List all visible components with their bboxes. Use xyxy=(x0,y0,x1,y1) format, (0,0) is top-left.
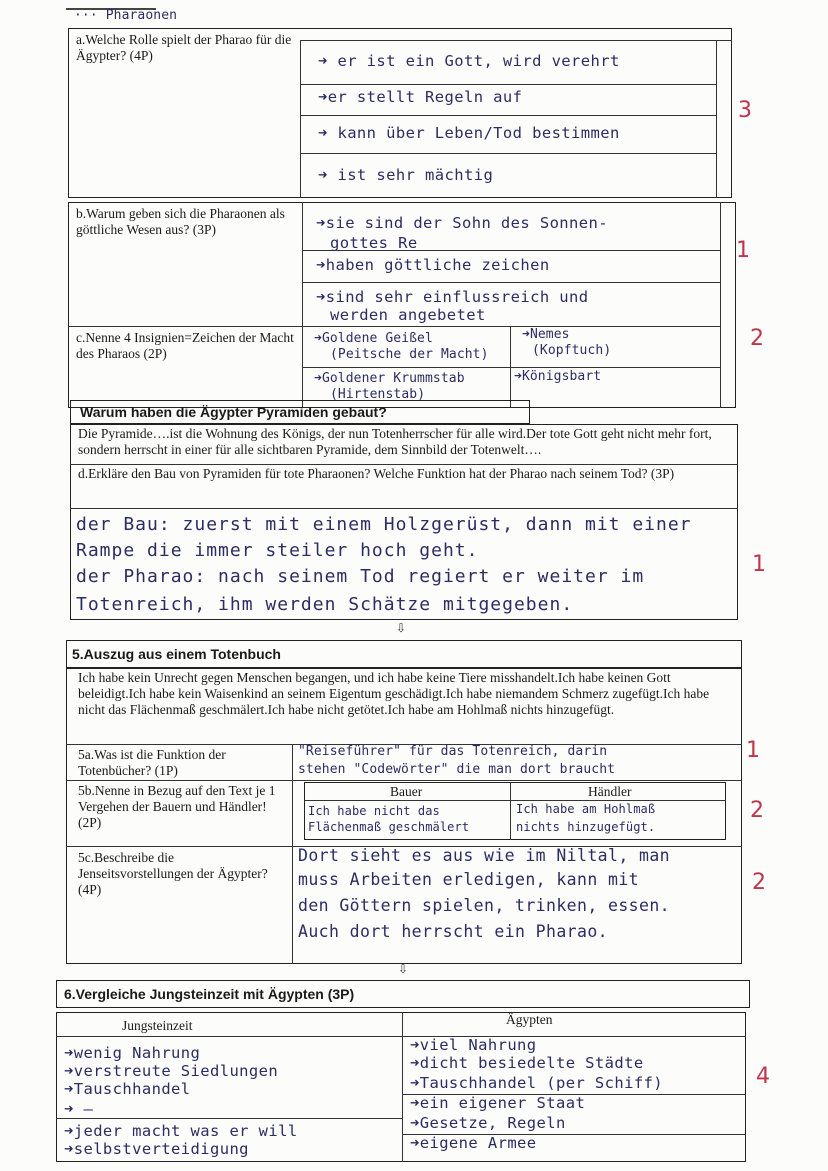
answer-b-5: werden angebetet xyxy=(330,306,486,324)
answer-bauer-2: Flächenmaß geschmälert xyxy=(308,820,470,834)
grade-6: 4 xyxy=(756,1064,770,1089)
answer-d-3: der Pharao: nach seinem Tod regiert er weiter im xyxy=(76,566,645,587)
answer-a-2: ➜er stellt Regeln auf xyxy=(318,88,523,106)
question-c: c.Nenne 4 Insignien=Zeichen der Macht des Pharaos (2P) xyxy=(76,330,294,361)
answer-5c-3: den Göttern spielen, trinken, essen. xyxy=(298,896,671,915)
question-5b: 5b.Nenne in Bezug auf den Text je 1 Vergehen der Bauern und Händler! (2P) xyxy=(78,783,276,830)
left-item-6: ➜selbstverteidigung xyxy=(64,1140,249,1158)
answer-haendler-1: Ich habe am Hohlmaß xyxy=(516,802,656,816)
vergleich-header: 6.Vergleiche Jungsteinzeit mit Ägypten (3P) xyxy=(64,986,355,1002)
insignie-2: ➜Nemes xyxy=(522,327,570,342)
page-title: ··· Pharaonen xyxy=(74,8,178,23)
left-item-1: ➜wenig Nahrung xyxy=(64,1044,201,1062)
insignie-4: ➜Königsbart xyxy=(514,369,602,384)
question-5c: 5c.Beschreibe die Jenseitsvorstellungen der Ägypter? (4P) xyxy=(78,850,268,897)
insignie-1: ➜Goldene Geißel xyxy=(314,331,433,346)
pyramiden-header: Warum haben die Ägypter Pyramiden gebaut? xyxy=(80,404,387,420)
answer-b-4: ➜sind sehr einflussreich und xyxy=(316,288,589,306)
right-item-3: ➜Tauschhandel (per Schiff) xyxy=(410,1074,664,1092)
totenbuch-header: 5.Auszug aus einem Totenbuch xyxy=(72,646,281,662)
answer-d-1: der Bau: zuerst mit einem Holzgerüst, dann mit einer xyxy=(76,514,692,535)
right-item-2: ➜dicht besiedelte Städte xyxy=(410,1054,644,1072)
pyramiden-text: Die Pyramide….ist die Wohnung des Königs, der nun Totenherrscher für alle wird.Der tote Gott geht nicht mehr fort, sondern herrscht in einer für alle sichtbaren Pyramide, dem Sinnbild der Totenwelt…. xyxy=(78,426,712,457)
answer-5c-4: Auch dort herrscht ein Pharao. xyxy=(298,922,609,941)
answer-b-3: ➜haben göttliche zeichen xyxy=(316,256,550,274)
answer-b-1: ➜sie sind der Sohn des Sonnen- xyxy=(316,214,608,232)
question-a: a.Welche Rolle spielt der Pharao für die Ägypter? (4P) xyxy=(76,32,292,63)
answer-haendler-2: nichts hinzugefügt. xyxy=(516,820,656,834)
down-arrow-icon: ⇩ xyxy=(398,962,409,976)
totenbuch-text: Ich habe kein Unrecht gegen Menschen begangen, und ich habe keine Tiere misshandelt.Ich habe keinen Gott beleidigt.Ich habe kein Waisenkind an seinem Eigentum geschädigt.Ich habe niemandem Schmerz zugefügt.Ich habe nicht das Flächenmaß geschmälert.Ich habe nicht getötet.Ich habe am Hohlmaß nichts hinzugefügt. xyxy=(78,670,710,717)
answer-d-4: Totenreich, ihm werden Schätze mitgegeben. xyxy=(76,594,574,615)
answer-5c-1: Dort sieht es aus wie im Niltal, man xyxy=(298,846,671,865)
left-item-2: ➜verstreute Siedlungen xyxy=(64,1062,279,1080)
question-5a: 5a.Was ist die Funktion der Totenbücher? (1P) xyxy=(78,747,226,778)
grade-a: 3 xyxy=(738,98,752,123)
col-jungsteinzeit: Jungsteinzeit xyxy=(122,1018,193,1033)
down-arrow-icon: ⇩ xyxy=(396,621,407,635)
grade-5c: 2 xyxy=(752,870,766,895)
answer-bauer-1: Ich habe nicht das xyxy=(308,804,440,818)
grade-b: 1 xyxy=(736,238,750,263)
col-aegypten: Ägypten xyxy=(506,1012,553,1027)
insignie-1-note: (Peitsche der Macht) xyxy=(330,347,489,362)
grade-5b: 2 xyxy=(750,798,764,823)
right-item-5: ➜Gesetze, Regeln xyxy=(410,1114,566,1132)
answer-a-3: ➜ kann über Leben/Tod bestimmen xyxy=(318,124,620,142)
answer-a-1: ➜ er ist ein Gott, wird verehrt xyxy=(318,52,620,70)
answer-5a-2: stehen "Codewörter" die man dort braucht xyxy=(298,762,616,777)
answer-5a-1: "Reiseführer" für das Totenreich, darin xyxy=(298,744,608,759)
insignie-3: ➜Goldener Krummstab xyxy=(314,371,465,386)
left-item-5: ➜jeder macht was er will xyxy=(64,1122,298,1140)
answer-a-4: ➜ ist sehr mächtig xyxy=(318,166,494,184)
col-haendler: Händler xyxy=(588,784,632,799)
answer-5c-2: muss Arbeiten erledigen, kann mit xyxy=(298,870,640,889)
left-item-3: ➜Tauschhandel xyxy=(64,1080,191,1098)
insignie-3-note: (Hirtenstab) xyxy=(330,387,426,402)
right-item-6: ➜eigene Armee xyxy=(410,1134,537,1152)
answer-b-2: gottes Re xyxy=(330,234,418,252)
right-item-4: ➜ein eigener Staat xyxy=(410,1094,586,1112)
grade-5a: 1 xyxy=(746,738,760,763)
grade-c: 2 xyxy=(750,326,764,351)
insignie-2-note: (Kopftuch) xyxy=(532,343,612,358)
right-item-1: ➜viel Nahrung xyxy=(410,1036,537,1054)
grade-d: 1 xyxy=(752,552,766,577)
question-d: d.Erkläre den Bau von Pyramiden für tote Pharaonen? Welche Funktion hat der Pharao nach seinem Tod? (3P) xyxy=(78,466,675,481)
col-bauer: Bauer xyxy=(390,784,423,799)
answer-d-2: Rampe die immer steiler hoch geht. xyxy=(76,540,479,561)
left-item-4: ➜ – xyxy=(64,1100,94,1118)
question-b: b.Warum geben sich die Pharaonen als göttliche Wesen aus? (3P) xyxy=(76,206,285,237)
